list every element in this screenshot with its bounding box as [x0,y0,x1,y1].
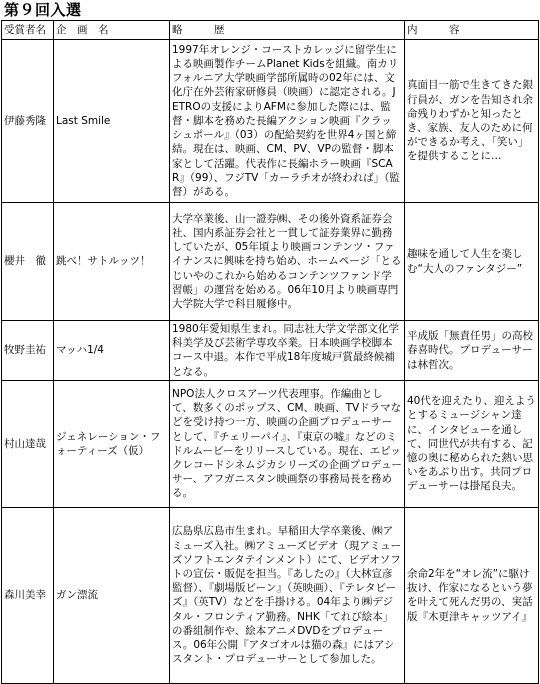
table-row [2,507,539,683]
project-title: マッハ1/4 [54,321,170,381]
header-content: 内 容 [405,21,539,40]
bio-text: 1980年愛知県生まれ。同志社大学文学部文化学科美学及び芸術学専攻卒業。日本映画学校脚本コース中退。本作で平成18年度城戸賞最終候補となる。 [170,321,405,381]
content-text: 余命2年を“オレ流”に駆け抜け、作家になるという夢を叶えて死んだ男の、実話版『木更津キャッツアイ』 [405,507,539,683]
award-table [1,20,539,684]
content-text: 趣味を通して人生を楽しむ“大人のファンタジー” [405,203,539,321]
bio-text: 大学卒業後、山一證券㈱、その後外資系証券会社、国内系証券会社と一貫して証券業界に勤務していたが、05年頃より映画コンテンツ・ファイナンスに興味を持ち始め、ホームページ「とるじいやのこれから始めるコンテンツファンド学習帳」の運営を始める。06年10月より映画専門大学院大学で科目履修中。 [170,203,405,321]
project-title: Last Smile [54,40,170,203]
winner-name: 村山達哉 [2,380,54,507]
table-row [2,40,539,203]
winner-name: 牧野圭祐 [2,321,54,381]
content-text: 40代を迎えたり、迎えようとするミュージシャン達に、インタビューを通して、同世代が共有する、記憶の奥に秘められた熱い思いをあぶり出す。共同プロデューサーは掛尾良夫。 [405,380,539,507]
header-project: 企 画 名 [54,21,170,40]
header-row [2,21,539,40]
project-title: ガン漂流 [54,507,170,683]
winner-name: 櫻井 徹 [2,203,54,321]
project-title: 跳べ！サトルッツ！ [54,203,170,321]
winner-name: 伊藤秀隆 [2,40,54,203]
content-text: 真面目一筋で生きてきた銀行員が、ガンを告知され余命残りわずかと知ったとき、家族、友人のために何ができるか考え、「笑い」を提供することに… [405,40,539,203]
table-row [2,380,539,507]
project-title: ジェネレーション・フォーティーズ（仮） [54,380,170,507]
table-row [2,321,539,381]
bio-text: NPO法人クロスアーツ代表理事。作編曲として、数多くのポップス、CM、映画、TVドラマなどを受け持つ一方、映画の企画プロデューサーとして、『チェリーパイ』、『東京の嘘』などのミドルムービーをリリースしている。現在、エピックレコードシネムジカシリーズの企画プロデューサー、アフガニスタン映画祭の事務局長を務める。 [170,380,405,507]
winner-name: 森川美幸 [2,507,54,683]
header-winner: 受賞者名 [2,21,54,40]
bio-text: 1997年オレンジ・コーストカレッジに留学生による映画製作チームPlanet Kidsを組織。南カリフォルニア大学映画学部所属時の02年には、文化庁在外芸術家研修員（映画）に認定される。JETROの支援によりAFMに参加した際には、監督・脚本を務めた長編アクション映画『クラッシュポール』（03）の配給契約を世界4ヶ国と締結。現在は、映画、CM、PV、VPの監督・脚本家として活躍。代表作に長編ホラー映画『SCAR』（99）、フジTV「カーラチオが終われば」（監督）がある。 [170,40,405,203]
content-text: 平成版「無責任男」の高校春喜時代。プロデューサーは林哲次。 [405,321,539,381]
header-bio: 略 歴 [170,21,405,40]
table-row [2,203,539,321]
bio-text: 広島県広島市生まれ。早稲田大学卒業後、㈱アミューズ入社。㈱アミューズビデオ（現アミューズソフトエンタテインメント）にて、ビデオソフトの宣伝・販促を担当。『あしたの』（大林宣彦監督）、『劇場版ビーン』（英映画）、『テレタビーズ』（英TV）などを手掛ける。04年より㈱デジタル・フロンティア勤務。NHK「てれび絵本」の番組制作や、絵本アニメDVDをプロデュース。06年公開『アタゴオルは猫の森』にはアシスタント・プロデューサーとして参加した。 [170,507,405,683]
page-title: 第９回入選 [4,1,82,19]
